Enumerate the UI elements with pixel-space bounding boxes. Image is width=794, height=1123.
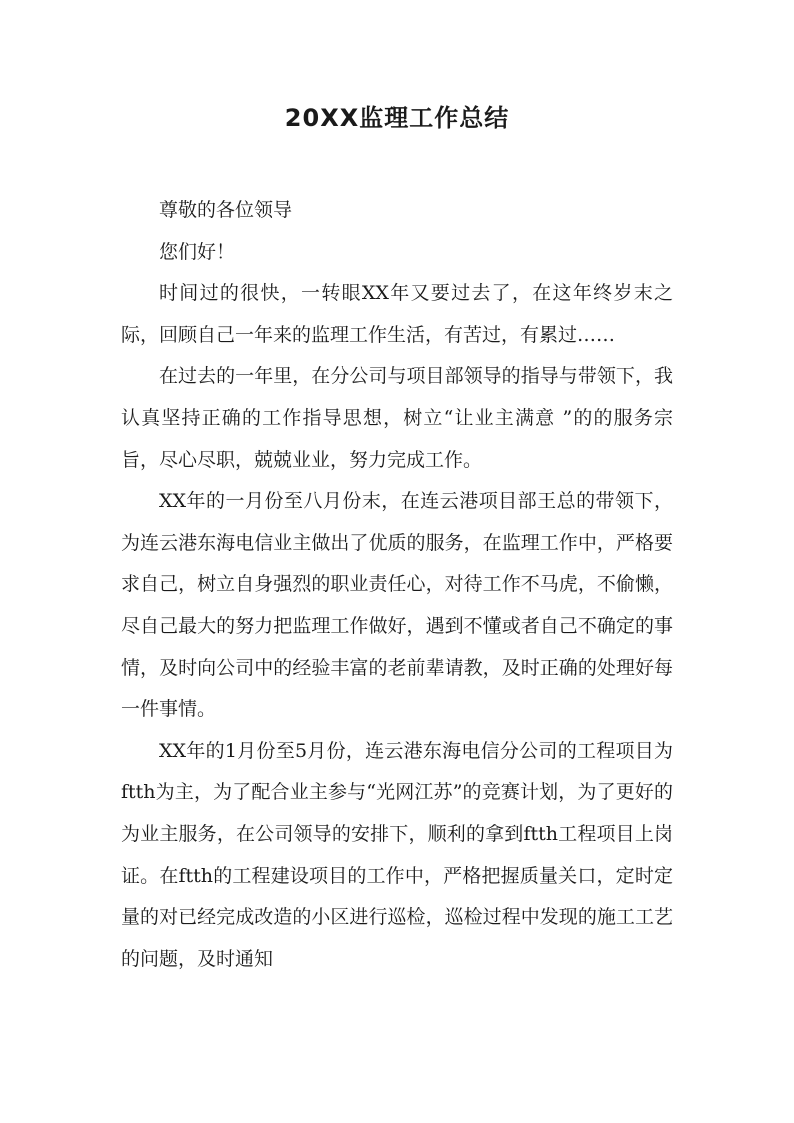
paragraph: XX年的一月份至八月份末，在连云港项目部王总的带领下，为连云港东海电信业主做出了优质的服务，在监理工作中，严格要求自己，树立自身强烈的职业责任心，对待工作不马虎，不偷懒，尽自己最大的努力把监理工作做好，遇到不懂或者自己不确定的事情，及时向公司中的经验丰富的老前辈请教，及时正确的处理好每一件事情。 <box>121 490 673 721</box>
document-body <box>121 190 673 980</box>
paragraph: 时间过的很快，一转眼XX年又要过去了，在这年终岁末之际，回顾自己一年来的监理工作生活，有苦过，有累过…… <box>121 282 673 346</box>
salutation-line: 尊敬的各位领导 <box>159 199 293 221</box>
paragraph: 在过去的一年里，在分公司与项目部领导的指导与带领下，我认真坚持正确的工作指导思想，树立“让业主满意 ”的的服务宗旨，尽心尽职，兢兢业业，努力完成工作。 <box>121 365 673 471</box>
document-title: 20XX监理工作总结 <box>284 104 510 132</box>
paragraph: XX年的1月份至5月份，连云港东海电信分公司的工程项目为ftth为主，为了配合业主参与“光网江苏”的竞赛计划，为了更好的为业主服务，在公司领导的安排下，顺利的拿到ftth工程项目上岗证。在ftth的工程建设项目的工作中，严格把握质量关口，定时定量的对已经完成改造的小区进行巡检，巡检过程中发现的施工工艺的问题，及时通知 <box>121 739 673 970</box>
greeting-line: 您们好！ <box>159 240 236 263</box>
